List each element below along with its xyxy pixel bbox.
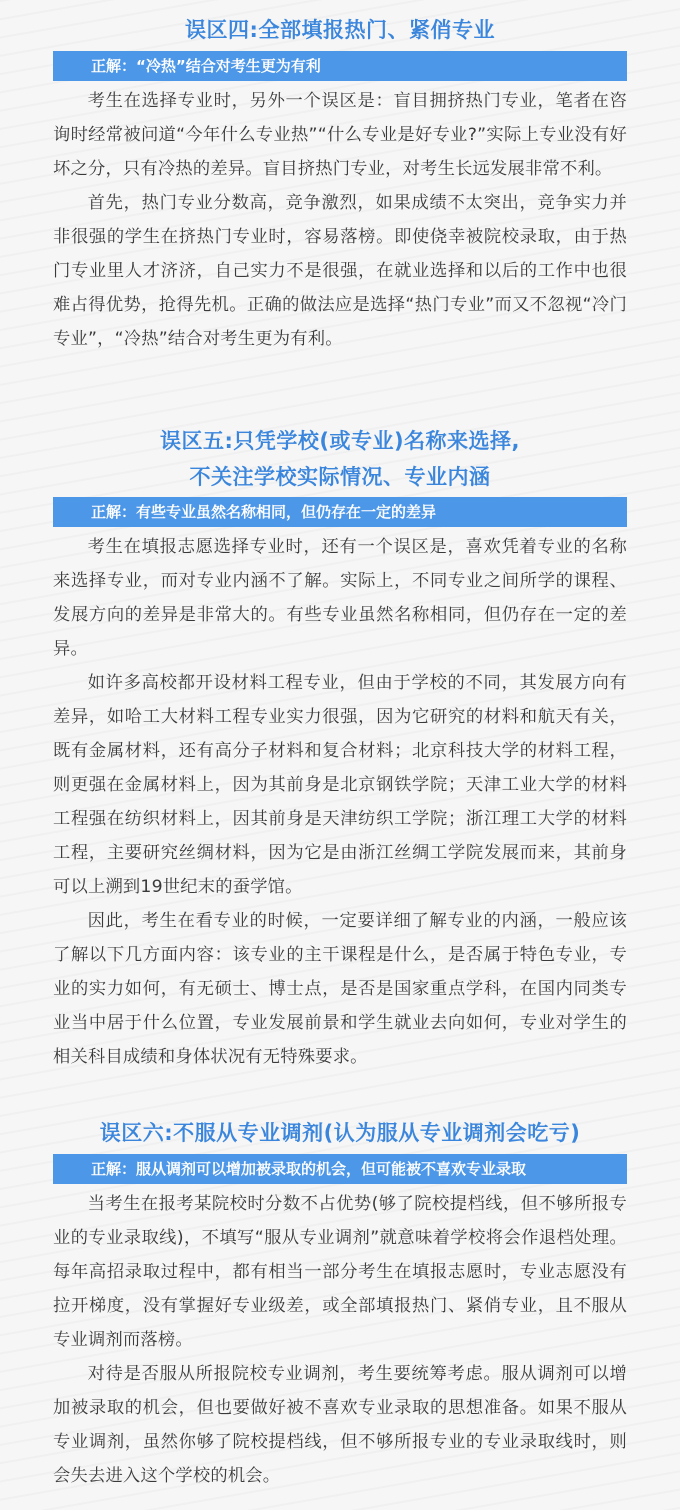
answer-banner: 正解：“冷热”结合对考生更为有利	[53, 51, 627, 81]
body-paragraph: 当考生在报考某院校时分数不占优势(够了院校提档线，但不够所报专业的专业录取线)，不填写“服从专业调剂”就意味着学校将会作退档处理。每年高招录取过程中，都有相当一部分考生在填报志愿时，专业志愿没有拉开梯度，没有掌握好专业级差，或全部填报热门、紧俏专业，且不服从专业调剂而落榜。	[53, 1194, 627, 1350]
section-title: 误区四:全部填报热门、紧俏专业	[185, 18, 495, 42]
section-misconception-5	[0, 423, 680, 1074]
body-paragraph: 考生在填报志愿选择专业时，还有一个误区是，喜欢凭着专业的名称来选择专业，而对专业内涵不了解。实际上，不同专业之间所学的课程、发展方向的差异是非常大的。有些专业虽然名称相同，但仍存在一定的差异。	[53, 537, 627, 659]
body-paragraph: 对待是否服从所报院校专业调剂，考生要统筹考虑。服从调剂可以增加被录取的机会，但也要做好被不喜欢专业录取的思想准备。如果不服从专业调剂，虽然你够了院校提档线，但不够所报专业的专业录取线时，则会失去进入这个学校的机会。	[53, 1364, 627, 1486]
body-paragraph: 首先，热门专业分数高，竞争激烈，如果成绩不太突出，竞争实力并非很强的学生在挤热门专业时，容易落榜。即使侥幸被院校录取，由于热门专业里人才济济，自己实力不是很强，在就业选择和以后的工作中也很难占得优势，抢得先机。正确的做法应是选择“热门专业”而又不忽视“冷门专业”，“冷热”结合对考生更为有利。	[53, 193, 627, 349]
section-misconception-4	[0, 12, 680, 356]
section-misconception-6	[0, 1115, 680, 1493]
section-title-line-2: 不关注学校实际情况、专业内涵	[189, 465, 491, 489]
body-paragraph: 如许多高校都开设材料工程专业，但由于学校的不同，其发展方向有差异，如哈工大材料工程专业实力很强，因为它研究的材料和航天有关，既有金属材料，还有高分子材料和复合材料；北京科技大学的材料工程，则更强在金属材料上，因为其前身是北京钢铁学院；天津工业大学的材料工程强在纺织材料上，因其前身是天津纺织工学院；浙江理工大学的材料工程，主要研究丝绸材料，因为它是由浙江丝绸工学院发展而来，其前身可以上溯到19世纪末的蚕学馆。	[53, 673, 627, 897]
answer-banner: 正解：有些专业虽然名称相同，但仍存在一定的差异	[53, 497, 627, 527]
body-paragraph: 因此，考生在看专业的时候，一定要详细了解专业的内涵，一般应该了解以下几方面内容：该专业的主干课程是什么，是否属于特色专业，专业的实力如何，有无硕士、博士点，是否是国家重点学科，在国内同类专业当中居于什么位置，专业发展前景和学生就业去向如何，专业对学生的相关科目成绩和身体状况有无特殊要求。	[53, 911, 627, 1067]
body-paragraph: 考生在选择专业时，另外一个误区是：盲目拥挤热门专业，笔者在咨询时经常被问道“今年什么专业热”“什么专业是好专业?”实际上专业没有好坏之分，只有冷热的差异。盲目挤热门专业，对考生长远发展非常不利。	[53, 91, 627, 179]
answer-banner: 正解：服从调剂可以增加被录取的机会，但可能被不喜欢专业录取	[53, 1154, 627, 1184]
section-title: 误区五:只凭学校(或专业)名称来选择,	[159, 429, 521, 453]
section-title: 误区六:不服从专业调剂(认为服从专业调剂会吃亏)	[99, 1121, 581, 1145]
